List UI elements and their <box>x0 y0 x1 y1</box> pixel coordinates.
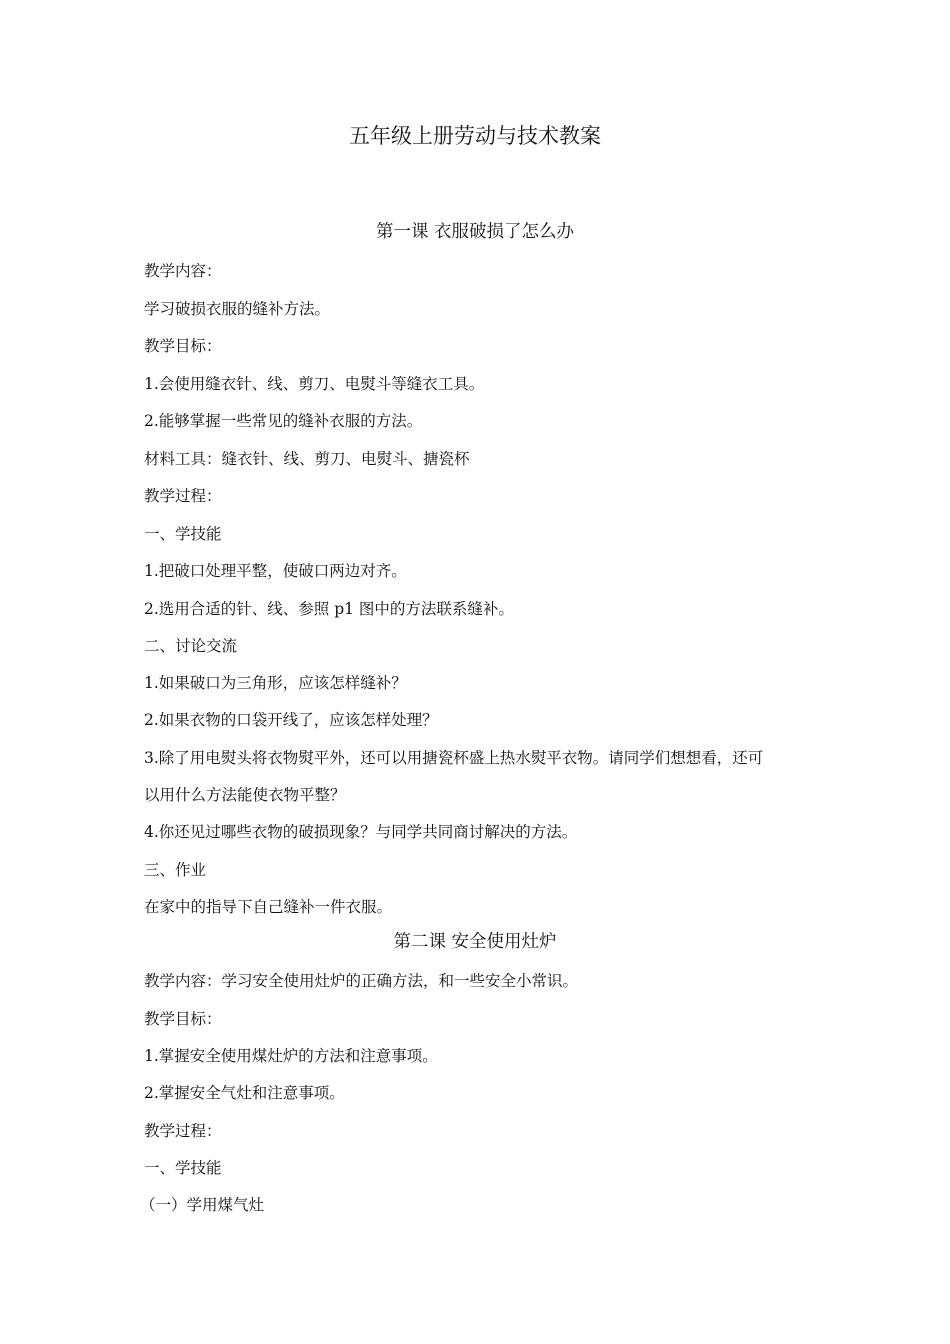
lesson-2-line: 教学目标： <box>144 1010 222 1028</box>
lesson-2-line: 一、学技能 <box>144 1159 222 1177</box>
lesson-1-heading: 第一课 衣服破损了怎么办 <box>375 222 575 242</box>
lesson-2-line: 1.掌握安全使用煤灶炉的方法和注意事项。 <box>144 1047 438 1065</box>
document-title: 五年级上册劳动与技术教案 <box>349 124 601 148</box>
lesson-2-line: （一）学用煤气灶 <box>140 1196 265 1214</box>
lesson-2-line: 教学内容：学习安全使用灶炉的正确方法，和一些安全小常识。 <box>144 972 579 990</box>
lesson-1-line: 教学目标： <box>144 337 222 355</box>
lesson-1-line: 教学内容： <box>144 262 222 280</box>
lesson-1-line: 学习破损衣服的缝补方法。 <box>144 300 331 318</box>
lesson-1-line: 教学过程： <box>144 487 222 505</box>
lesson-1-line: 以用什么方法能使衣物平整？ <box>144 786 346 804</box>
lesson-1-line: 1.会使用缝衣针、线、剪刀、电熨斗等缝衣工具。 <box>144 375 485 393</box>
lesson-2-heading: 第二课 安全使用灶炉 <box>393 932 557 952</box>
lesson-1-line: 2.能够掌握一些常见的缝补衣服的方法。 <box>144 412 423 430</box>
lesson-1-line: 二、讨论交流 <box>144 637 238 655</box>
lesson-1-line: 在家中的指导下自己缝补一件衣服。 <box>144 898 393 916</box>
lesson-1-line: 3.除了用电熨头将衣物熨平外，还可以用搪瓷杯盛上热水熨平衣物。请同学们想想看，还可 <box>144 749 764 767</box>
lesson-1-line: 1.如果破口为三角形，应该怎样缝补？ <box>144 674 407 692</box>
lesson-1-line: 一、学技能 <box>144 525 222 543</box>
lesson-1-line: 材料工具：缝衣针、线、剪刀、电熨斗、搪瓷杯 <box>144 450 470 468</box>
lesson-1-line: 2.选用合适的针、线、参照 p1 图中的方法联系缝补。 <box>144 600 514 618</box>
lesson-2-line: 2.掌握安全气灶和注意事项。 <box>144 1084 345 1102</box>
lesson-1-line: 三、作业 <box>144 861 207 879</box>
lesson-2-line: 教学过程： <box>144 1122 222 1140</box>
lesson-1-line: 4.你还见过哪些衣物的破损现象？与同学共同商讨解决的方法。 <box>144 823 578 841</box>
lesson-1-line: 2.如果衣物的口袋开线了，应该怎样处理？ <box>144 711 438 729</box>
lesson-1-line: 1.把破口处理平整，使破口两边对齐。 <box>144 562 407 580</box>
